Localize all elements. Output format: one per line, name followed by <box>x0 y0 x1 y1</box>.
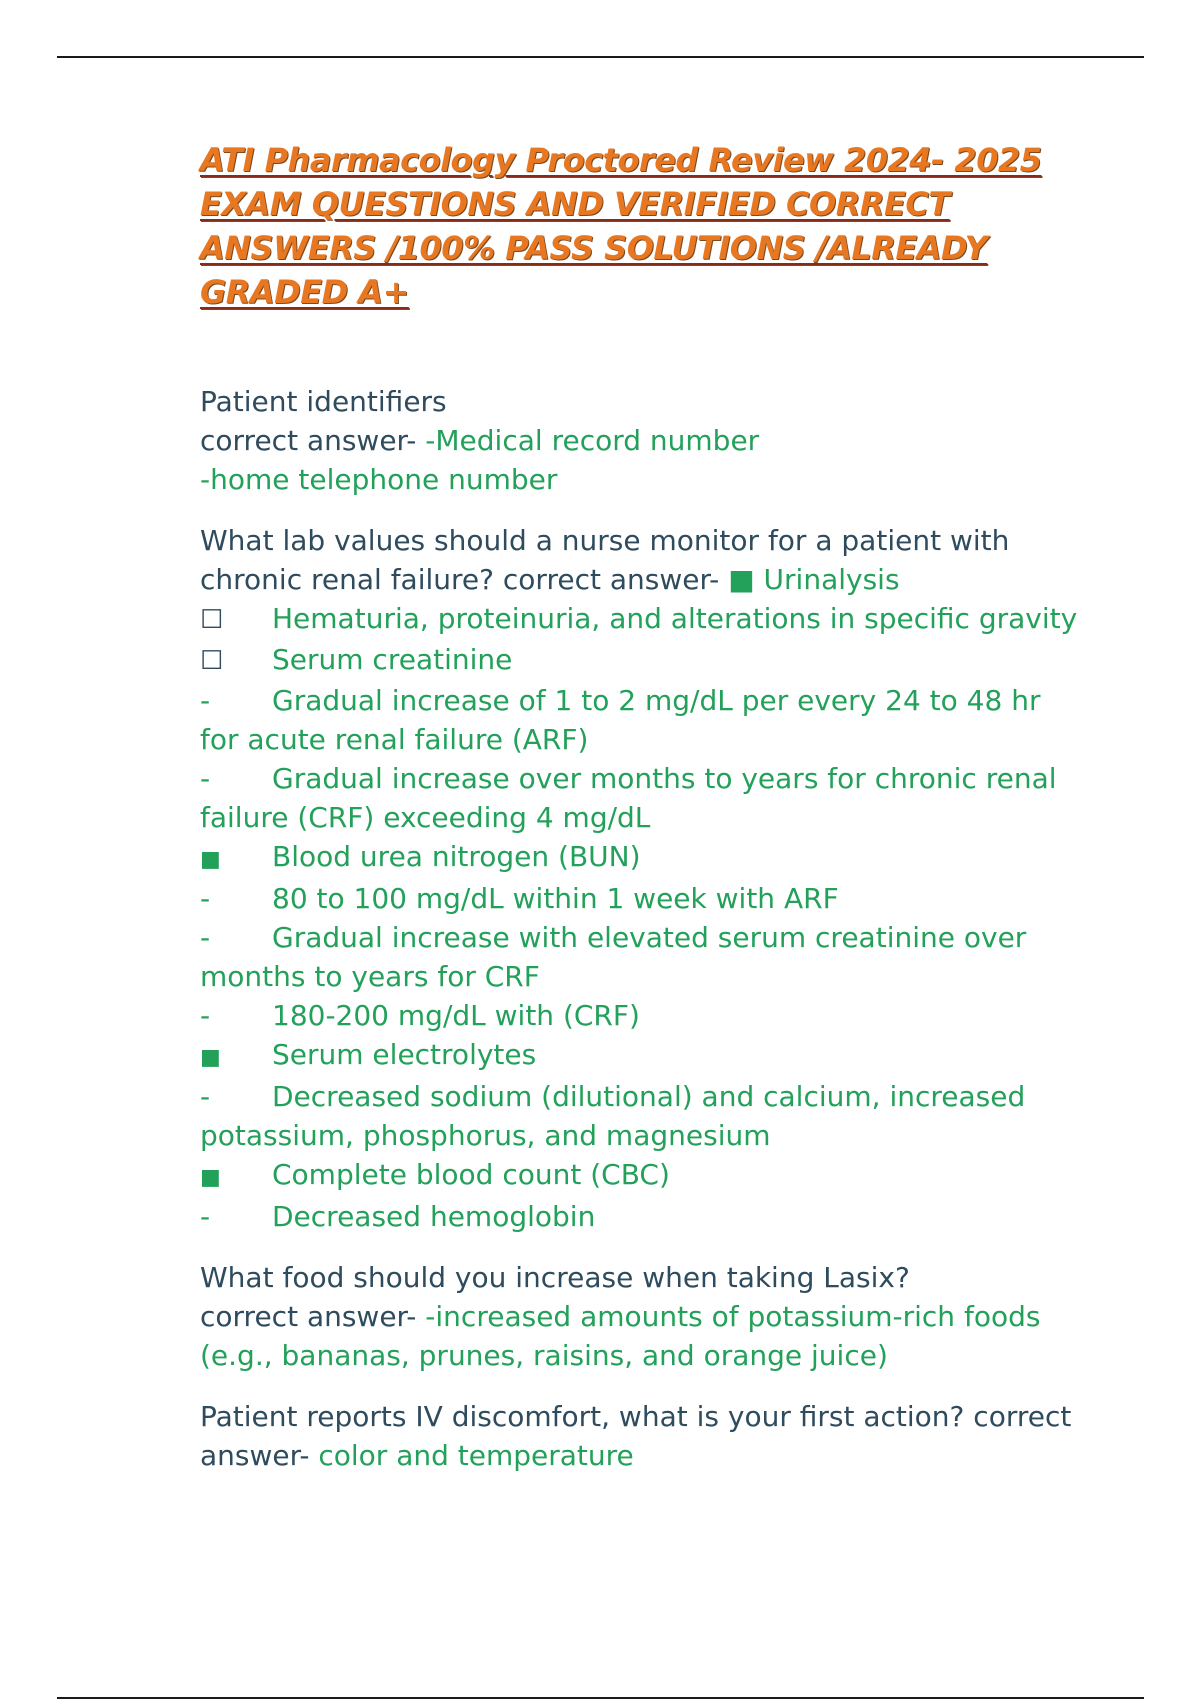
checkbox-icon: ☐ <box>200 605 224 635</box>
list-item-text: 180-200 mg/dL with (CRF) <box>272 999 640 1032</box>
list-item-continuation: failure (CRF) exceeding 4 mg/dL <box>200 801 651 834</box>
answer-text: (e.g., bananas, prunes, raisins, and orange juice) <box>200 1339 888 1372</box>
question-text: What lab values should a nurse monitor for a patient with <box>200 524 1010 557</box>
dash-icon: - <box>200 882 211 915</box>
dash-icon: - <box>200 1200 211 1233</box>
dash-icon: - <box>200 684 211 717</box>
list-item <box>200 1077 1100 1116</box>
list-item-continuation: for acute renal failure (ARF) <box>200 723 589 756</box>
list-item-text: Decreased sodium (dilutional) and calcium, increased <box>272 1080 1026 1113</box>
qa-item <box>200 521 1100 1236</box>
qa-item <box>200 1258 1100 1375</box>
qa-item <box>200 1397 1100 1475</box>
list-item-text: Decreased hemoglobin <box>272 1200 596 1233</box>
list-item-text: 80 to 100 mg/dL within 1 week with ARF <box>272 882 839 915</box>
list-item-continuation: months to years for CRF <box>200 960 540 993</box>
list-item <box>200 996 1100 1035</box>
list-item-text: Complete blood count (CBC) <box>272 1158 670 1191</box>
dash-icon: - <box>200 1080 211 1113</box>
list-item <box>200 759 1100 798</box>
answer-label: answer- <box>200 1439 319 1472</box>
list-item-text: Gradual increase with elevated serum creatinine over <box>272 921 1027 954</box>
square-bullet-icon: ■ <box>200 1165 221 1190</box>
checkbox-icon: ☐ <box>200 646 224 676</box>
square-bullet-icon: ■ <box>200 1045 221 1070</box>
list-item <box>200 1155 1100 1197</box>
document-title: ATI Pharmacology Proctored Review 2024- 2025 EXAM QUESTIONS AND VERIFIED CORRECT ANSWERS /100% PASS SOLUTIONS /ALREADY GRADED A+ <box>200 141 1042 311</box>
list-item-text: Blood urea nitrogen (BUN) <box>272 840 641 873</box>
list-item <box>200 837 1100 879</box>
list-item-text: Serum creatinine <box>272 643 513 676</box>
qa-item <box>200 382 1100 499</box>
list-item <box>200 1035 1100 1077</box>
list-item <box>200 918 1100 957</box>
list-item <box>200 599 1100 640</box>
question-text: What food should you increase when taking Lasix? <box>200 1261 910 1294</box>
dash-icon: - <box>200 762 211 795</box>
answer-text: -Medical record number <box>425 424 760 457</box>
list-item <box>200 879 1100 918</box>
question-text: Patient reports IV discomfort, what is your first action? correct <box>200 1400 1072 1433</box>
bottom-rule <box>57 1697 1144 1699</box>
list-item <box>200 1197 1100 1236</box>
list-item-text: Gradual increase of 1 to 2 mg/dL per every 24 to 48 hr <box>272 684 1041 717</box>
answer-label: correct answer- <box>200 1300 426 1333</box>
dash-icon: - <box>200 999 211 1032</box>
answer-label: correct answer- <box>200 424 426 457</box>
list-item-text: Gradual increase over months to years for chronic renal <box>272 762 1057 795</box>
answer-text: ■ Urinalysis <box>728 563 900 596</box>
list-item-text: Serum electrolytes <box>272 1038 537 1071</box>
dash-icon: - <box>200 921 211 954</box>
answer-text: -home telephone number <box>200 463 558 496</box>
answer-text: -increased amounts of potassium-rich foods <box>425 1300 1041 1333</box>
question-text: chronic renal failure? correct answer- <box>200 563 729 596</box>
list-item-continuation: potassium, phosphorus, and magnesium <box>200 1119 771 1152</box>
list-item <box>200 681 1100 720</box>
top-rule <box>57 56 1144 58</box>
list-item <box>200 640 1100 681</box>
list-item-text: Hematuria, proteinuria, and alterations in specific gravity <box>272 602 1078 635</box>
question-text: Patient identifiers <box>200 385 447 418</box>
square-bullet-icon: ■ <box>200 847 221 872</box>
document-body <box>200 138 1100 1475</box>
answer-text: color and temperature <box>318 1439 634 1472</box>
